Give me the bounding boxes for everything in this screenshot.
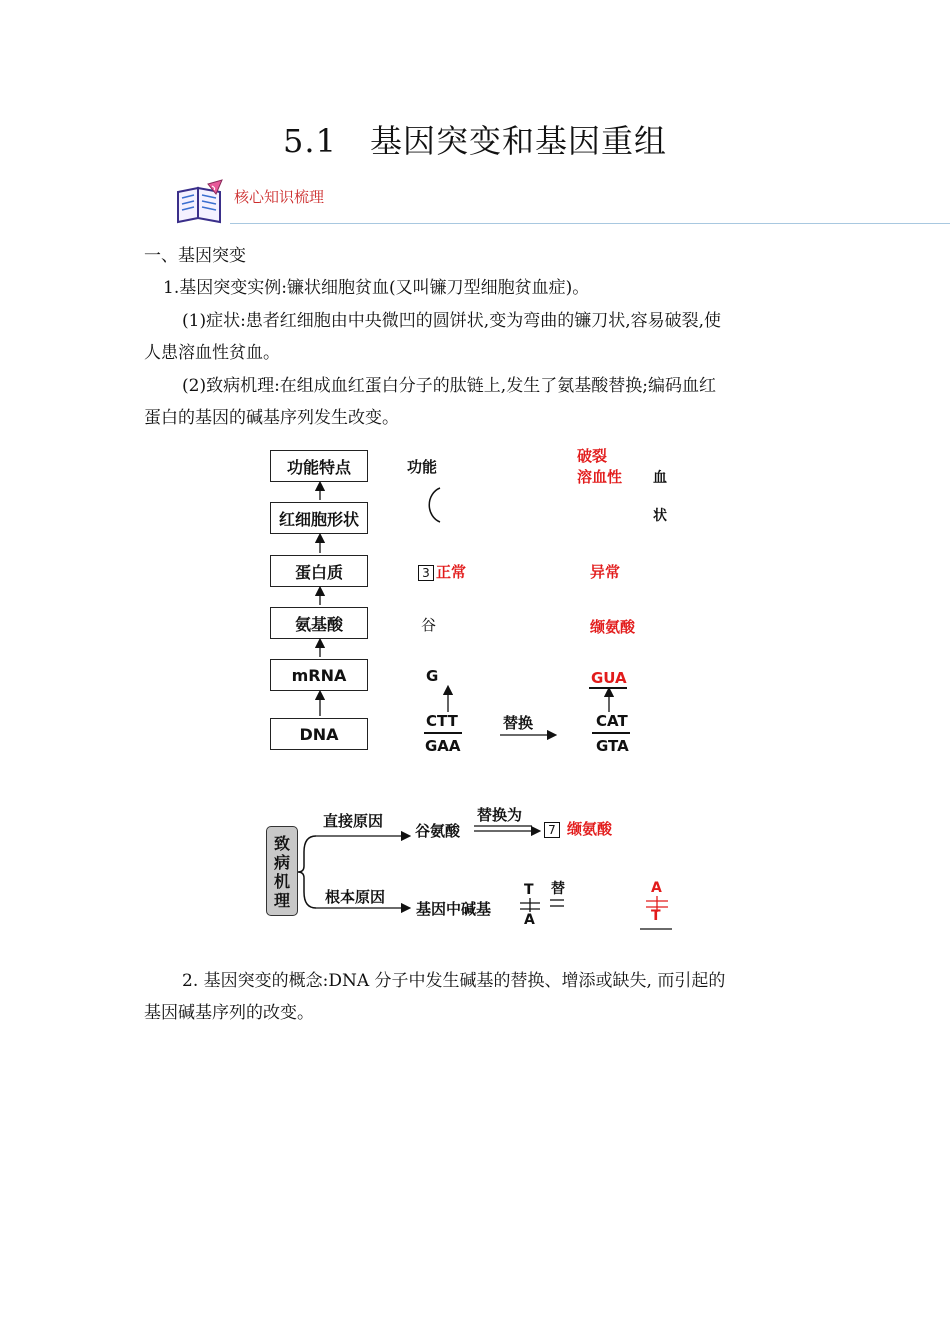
item-2-line1: 2. 基因突变的概念:DNA 分子中发生碱基的替换、增添或缺失, 而引起的 xyxy=(182,971,726,991)
mutant-function-line2: 溶血性 xyxy=(577,468,623,486)
item-2-line2: 基因碱基序列的改变。 xyxy=(144,1003,314,1023)
normal-dna-bottom: GAA xyxy=(425,737,461,755)
section-label: 核心知识梳理 xyxy=(234,188,325,206)
mutant-protein: 异常 xyxy=(590,563,621,581)
pair-top: T xyxy=(524,882,534,898)
mechanism-label xyxy=(269,834,295,910)
item-1: 1.基因突变实例:镰状细胞贫血(又叫镰刀型细胞贫血症)。 xyxy=(163,278,590,298)
direct-arrow-label: 替换为 xyxy=(477,806,523,824)
mutant-dna-top: CAT xyxy=(596,712,628,730)
mutant-function-fragment: 血 xyxy=(653,470,667,486)
mechanism-char-1: 致 xyxy=(273,834,290,853)
mechanism-char-2: 病 xyxy=(273,853,290,872)
pair-bottom: A xyxy=(524,912,535,928)
new-pair-top: A xyxy=(651,880,662,896)
mutant-dna-bottom: GTA xyxy=(596,737,629,755)
item-1-2-line2: 蛋白的基因的碱基序列发生改变。 xyxy=(144,408,399,428)
mutant-amino-acid: 缬氨酸 xyxy=(590,618,636,636)
mechanism-char-3: 机 xyxy=(273,872,290,891)
normal-mrna-fragment: G xyxy=(426,667,439,685)
page-title: 5.1 基因突变和基因重组 xyxy=(283,122,667,160)
normal-function-fragment: 功能 xyxy=(407,458,438,476)
mechanism-char-4: 理 xyxy=(273,891,290,910)
box-protein: 蛋白质 xyxy=(270,555,368,587)
normal-protein-label: 正常 xyxy=(436,563,467,581)
number-badge-7: 7 xyxy=(544,822,560,838)
normal-amino-acid-fragment: 谷 xyxy=(421,616,437,634)
item-1-1-line2: 人患溶血性贫血。 xyxy=(144,343,280,363)
root-cause-from: 基因中碱基 xyxy=(416,900,492,918)
normal-dna-divider xyxy=(424,732,462,734)
mutant-mrna-underline xyxy=(589,687,627,689)
root-cause-label: 根本原因 xyxy=(325,888,386,906)
direct-cause-from: 谷氨酸 xyxy=(415,822,461,840)
replace-fragment: 替 xyxy=(551,881,565,897)
box-cell-shape: 红细胞形状 xyxy=(270,502,368,534)
brace xyxy=(298,836,316,908)
number-badge-3: 3 xyxy=(418,565,434,581)
normal-protein xyxy=(418,561,466,582)
replace-label: 替换 xyxy=(503,714,534,732)
normal-dna-top: CTT xyxy=(426,712,458,730)
box-dna: DNA xyxy=(270,718,368,750)
direct-cause-label: 直接原因 xyxy=(323,812,384,830)
new-pair-bottom: T xyxy=(651,908,661,924)
direct-num xyxy=(544,820,562,838)
box-amino-acid: 氨基酸 xyxy=(270,607,368,639)
box-function: 功能特点 xyxy=(270,450,368,482)
round-cell-fragment xyxy=(429,488,440,522)
item-1-1-line1: (1)症状:患者红细胞由中央微凹的圆饼状,变为弯曲的镰刀状,容易破裂,使 xyxy=(182,311,722,331)
item-1-2-line1: (2)致病机理:在组成血红蛋白分子的肽链上,发生了氨基酸替换;编码血红 xyxy=(182,376,716,396)
direct-cause-to: 缬氨酸 xyxy=(567,820,613,838)
heading-gene-mutation: 一、基因突变 xyxy=(144,246,246,266)
mutant-mrna: GUA xyxy=(591,669,627,687)
mutant-shape-fragment: 状 xyxy=(653,508,667,524)
mutant-dna-divider xyxy=(592,732,630,734)
box-mrna: mRNA xyxy=(270,659,368,691)
mutant-function-line1: 破裂 xyxy=(577,447,608,465)
